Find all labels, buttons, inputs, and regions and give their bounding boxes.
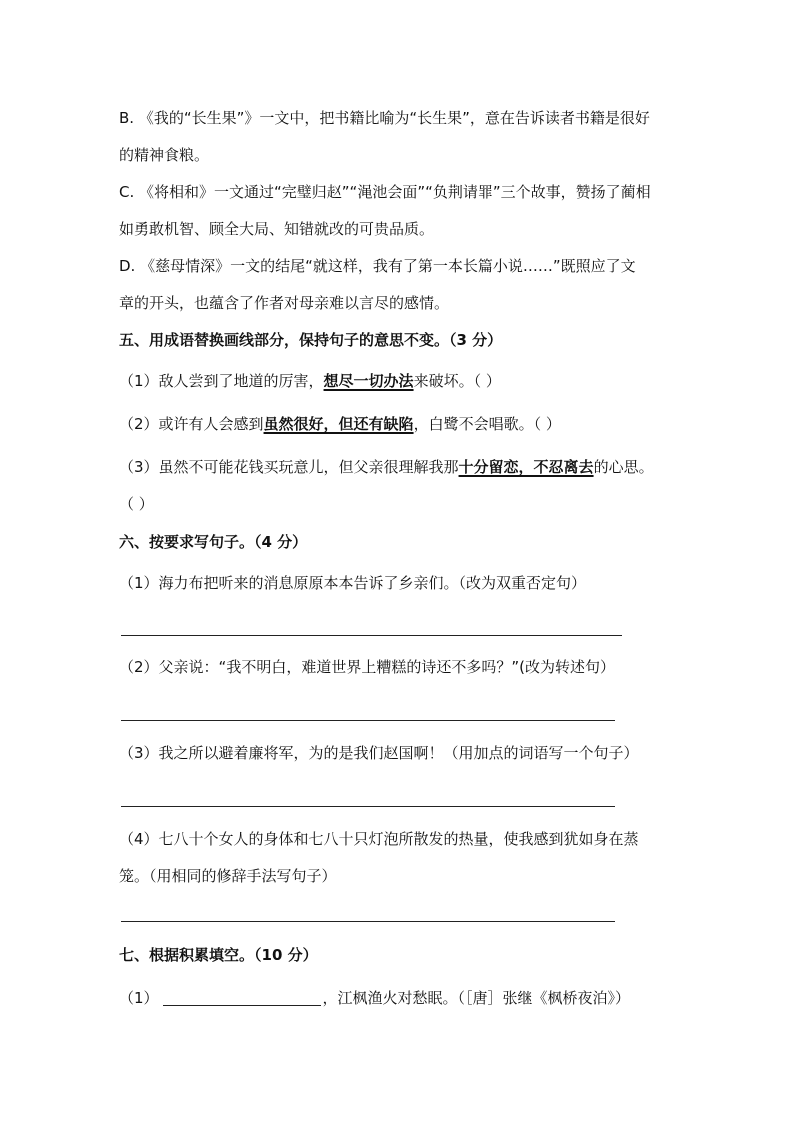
fill-blank[interactable] [163,989,321,1006]
answer-line-3[interactable] [121,806,615,807]
question-text: （1）敌人尝到了地道的厉害， [119,372,324,390]
section-5-question-3 [119,457,654,477]
question-text: ，江枫渔火对愁眠。（［唐］张继《枫桥夜泊》） [322,989,631,1007]
section-6-question-4-line1: （4）七八十个女人的身体和七八十只灯泡所散发的热量，使我感到犹如身在蒸 [119,830,639,848]
section-6-question-3: （3）我之所以避着廉将军，为的是我们赵国啊！（用加点的词语写一个句子） [119,744,639,762]
answer-parentheses: 来破坏。（ ） [413,372,501,390]
section-7-heading: 七、根据积累填空。（10 分） [119,946,318,964]
section-5-question-2 [119,414,561,434]
question-text: （2）或许有人会感到 [119,415,264,433]
option-d-line1: D. 《慈母情深》一文的结尾“就这样，我有了第一本长篇小说……”既照应了文 [119,257,636,275]
section-6-heading: 六、按要求写句子。（4 分） [119,533,308,551]
section-6-question-4-line2: 笼。（用相同的修辞手法写句子） [119,867,337,885]
answer-line-4[interactable] [121,921,615,922]
question-number: （1） [119,989,159,1007]
section-6-question-1: （1）海力布把听来的消息原原本本告诉了乡亲们。（改为双重否定句） [119,574,587,592]
underlined-phrase: 想尽一切办法 [323,372,414,390]
underlined-phrase: 虽然很好，但还有缺陷 [263,415,414,433]
option-b-line2: 的精神食粮。 [119,146,210,164]
option-b-line1: B. 《我的“长生果”》一文中，把书籍比喻为“长生果”，意在告诉读者书籍是很好 [119,109,650,127]
section-7-question-1 [119,988,630,1008]
option-c-line1: C. 《将相和》一文通过“完璧归赵”“渑池会面”“负荆请罪”三个故事，赞扬了蔺相 [119,183,651,201]
section-5-question-1 [119,371,501,391]
option-c-line2: 如勇敢机智、顾全大局、知错就改的可贵品质。 [119,220,435,238]
option-d-line2: 章的开头，也蕴含了作者对母亲难以言尽的感情。 [119,294,450,312]
section-6-question-2: （2）父亲说：“我不明白，难道世界上糟糕的诗还不多吗？”(改为转述句） [119,658,615,676]
section-5-question-3-answer: （ ） [119,495,154,513]
underlined-phrase: 十分留恋，不忍离去 [458,458,594,476]
question-text-end: 的心思。 [593,458,654,476]
answer-line-1[interactable] [121,635,622,636]
section-5-heading: 五、用成语替换画线部分，保持句子的意思不变。（3 分） [119,331,503,349]
answer-parentheses: ，白鹭不会唱歌。（ ） [413,415,561,433]
answer-line-2[interactable] [121,720,615,721]
question-text: （3）虽然不可能花钱买玩意儿，但父亲很理解我那 [119,458,459,476]
